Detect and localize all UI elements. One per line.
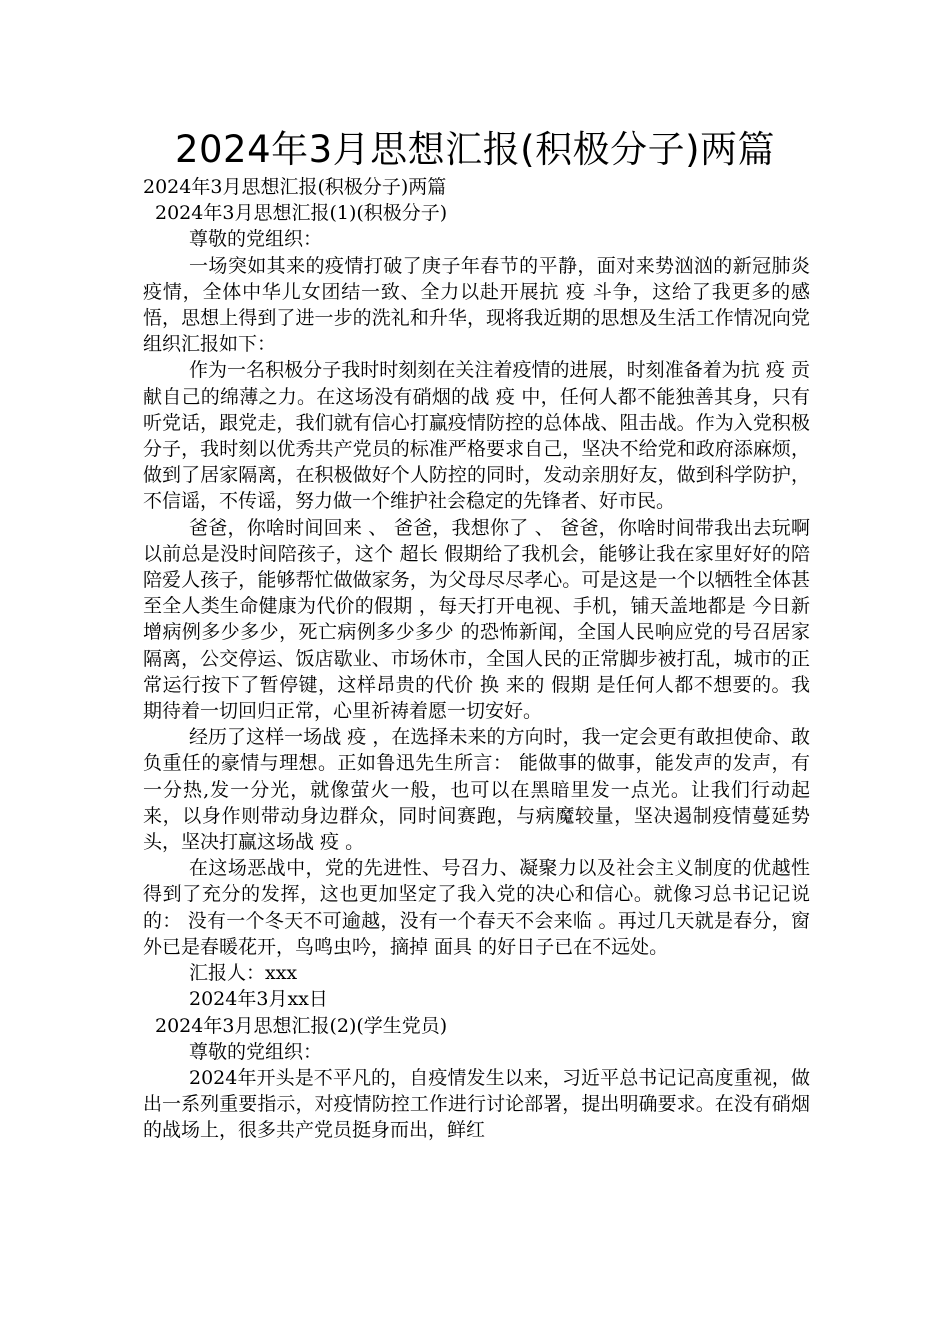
report2-salutation: 尊敬的党组织： (189, 1040, 323, 1063)
report1-paragraph-3: 爸爸，你啥时间回来 、 爸爸，我想你了 、 爸爸，你啥时间带我出去玩啊 以前总是没时间陪孩子，这个 超长 假期给了我机会，能够让我在家里好好的陪陪爱人孩子，能够帮忙做做家务，为父母尽尽孝心。可是这是一个以牺牲全体甚至全人类生命健康为代价的假期 ，每天打开电视、手机，铺天盖地都是 今日新增病例多少多少，死亡病例多少多少 的恐怖新闻，全国人民响应党的号召居家隔离，公交停运、饭店歇业、市场休市，全国人民的正常脚步被打乱，城市的正常运行按下了暂停键，这样昂贵的代价 换 来的 假期 是任何人都不想要的。我期待着一切回归正常，心里祈祷着愿一切安好。 (143, 516, 810, 723)
report1-paragraph-4: 经历了这样一场战 疫 ，在选择未来的方向时，我一定会更有敢担使命、敢负重任的豪情与理想。正如鲁迅先生所言： 能做事的做事，能发声的发声，有一分热,发一分光，就像萤火一般，也可以在黑暗里发一点光。让我们行动起来，以身作则带动身边群众，同时间赛跑，与病魔较量，坚决遏制疫情蔓延势头，坚决打赢这场战 疫 。 (143, 726, 810, 854)
report1-date: 2024年3月xx日 (189, 988, 328, 1011)
report1-heading: 2024年3月思想汇报(1)(积极分子) (155, 202, 448, 225)
report1-salutation: 尊敬的党组织： (189, 228, 323, 251)
document-subtitle: 2024年3月思想汇报(积极分子)两篇 (143, 176, 447, 198)
document-title: 2024年3月思想汇报(积极分子)两篇 (174, 128, 776, 171)
report1-paragraph-2: 作为一名积极分子我时时刻刻在关注着疫情的进展，时刻准备着为抗 疫 贡献自己的绵薄之力。在这场没有硝烟的战 疫 中，任何人都不能独善其身，只有听党话，跟党走，我们就有信心打赢疫情防控的总体战、阻击战。作为入党积极分子，我时刻以优秀共产党员的标准严格要求自己，坚决不给党和政府添麻烦，做到了居家隔离，在积极做好个人防控的同时，发动亲朋好友，做到科学防护，不信谣，不传谣，努力做一个维护社会稳定的先锋者、好市民。 (143, 359, 810, 513)
report1-paragraph-1: 一场突如其来的疫情打破了庚子年春节的平静，面对来势汹汹的新冠肺炎疫情，全体中华儿女团结一致、全力以赴开展抗 疫 斗争，这给了我更多的感悟，思想上得到了进一步的洗礼和升华，现将我近期的思想及生活工作情况向党组织汇报如下： (143, 254, 810, 356)
report1-paragraph-5: 在这场恶战中，党的先进性、号召力、凝聚力以及社会主义制度的优越性得到了充分的发挥，这也更加坚定了我入党的决心和信心。就像习总书记记说的： 没有一个冬天不可逾越，没有一个春天不会来临 。再过几天就是春分，窗外已是春暖花开，鸟鸣虫吟，摘掉 面具 的好日子已在不远处。 (143, 857, 810, 958)
document-body (143, 174, 810, 1144)
report2-paragraph-1: 2024年开头是不平凡的，自疫情发生以来，习近平总书记记高度重视，做出一系列重要指示，对疫情防控工作进行讨论部署，提出明确要求。在没有硝烟的战场上，很多共产党员挺身而出，鲜红 (143, 1066, 810, 1142)
report2-heading: 2024年3月思想汇报(2)(学生党员) (155, 1014, 448, 1037)
report1-signature: 汇报人：xxx (189, 962, 298, 985)
